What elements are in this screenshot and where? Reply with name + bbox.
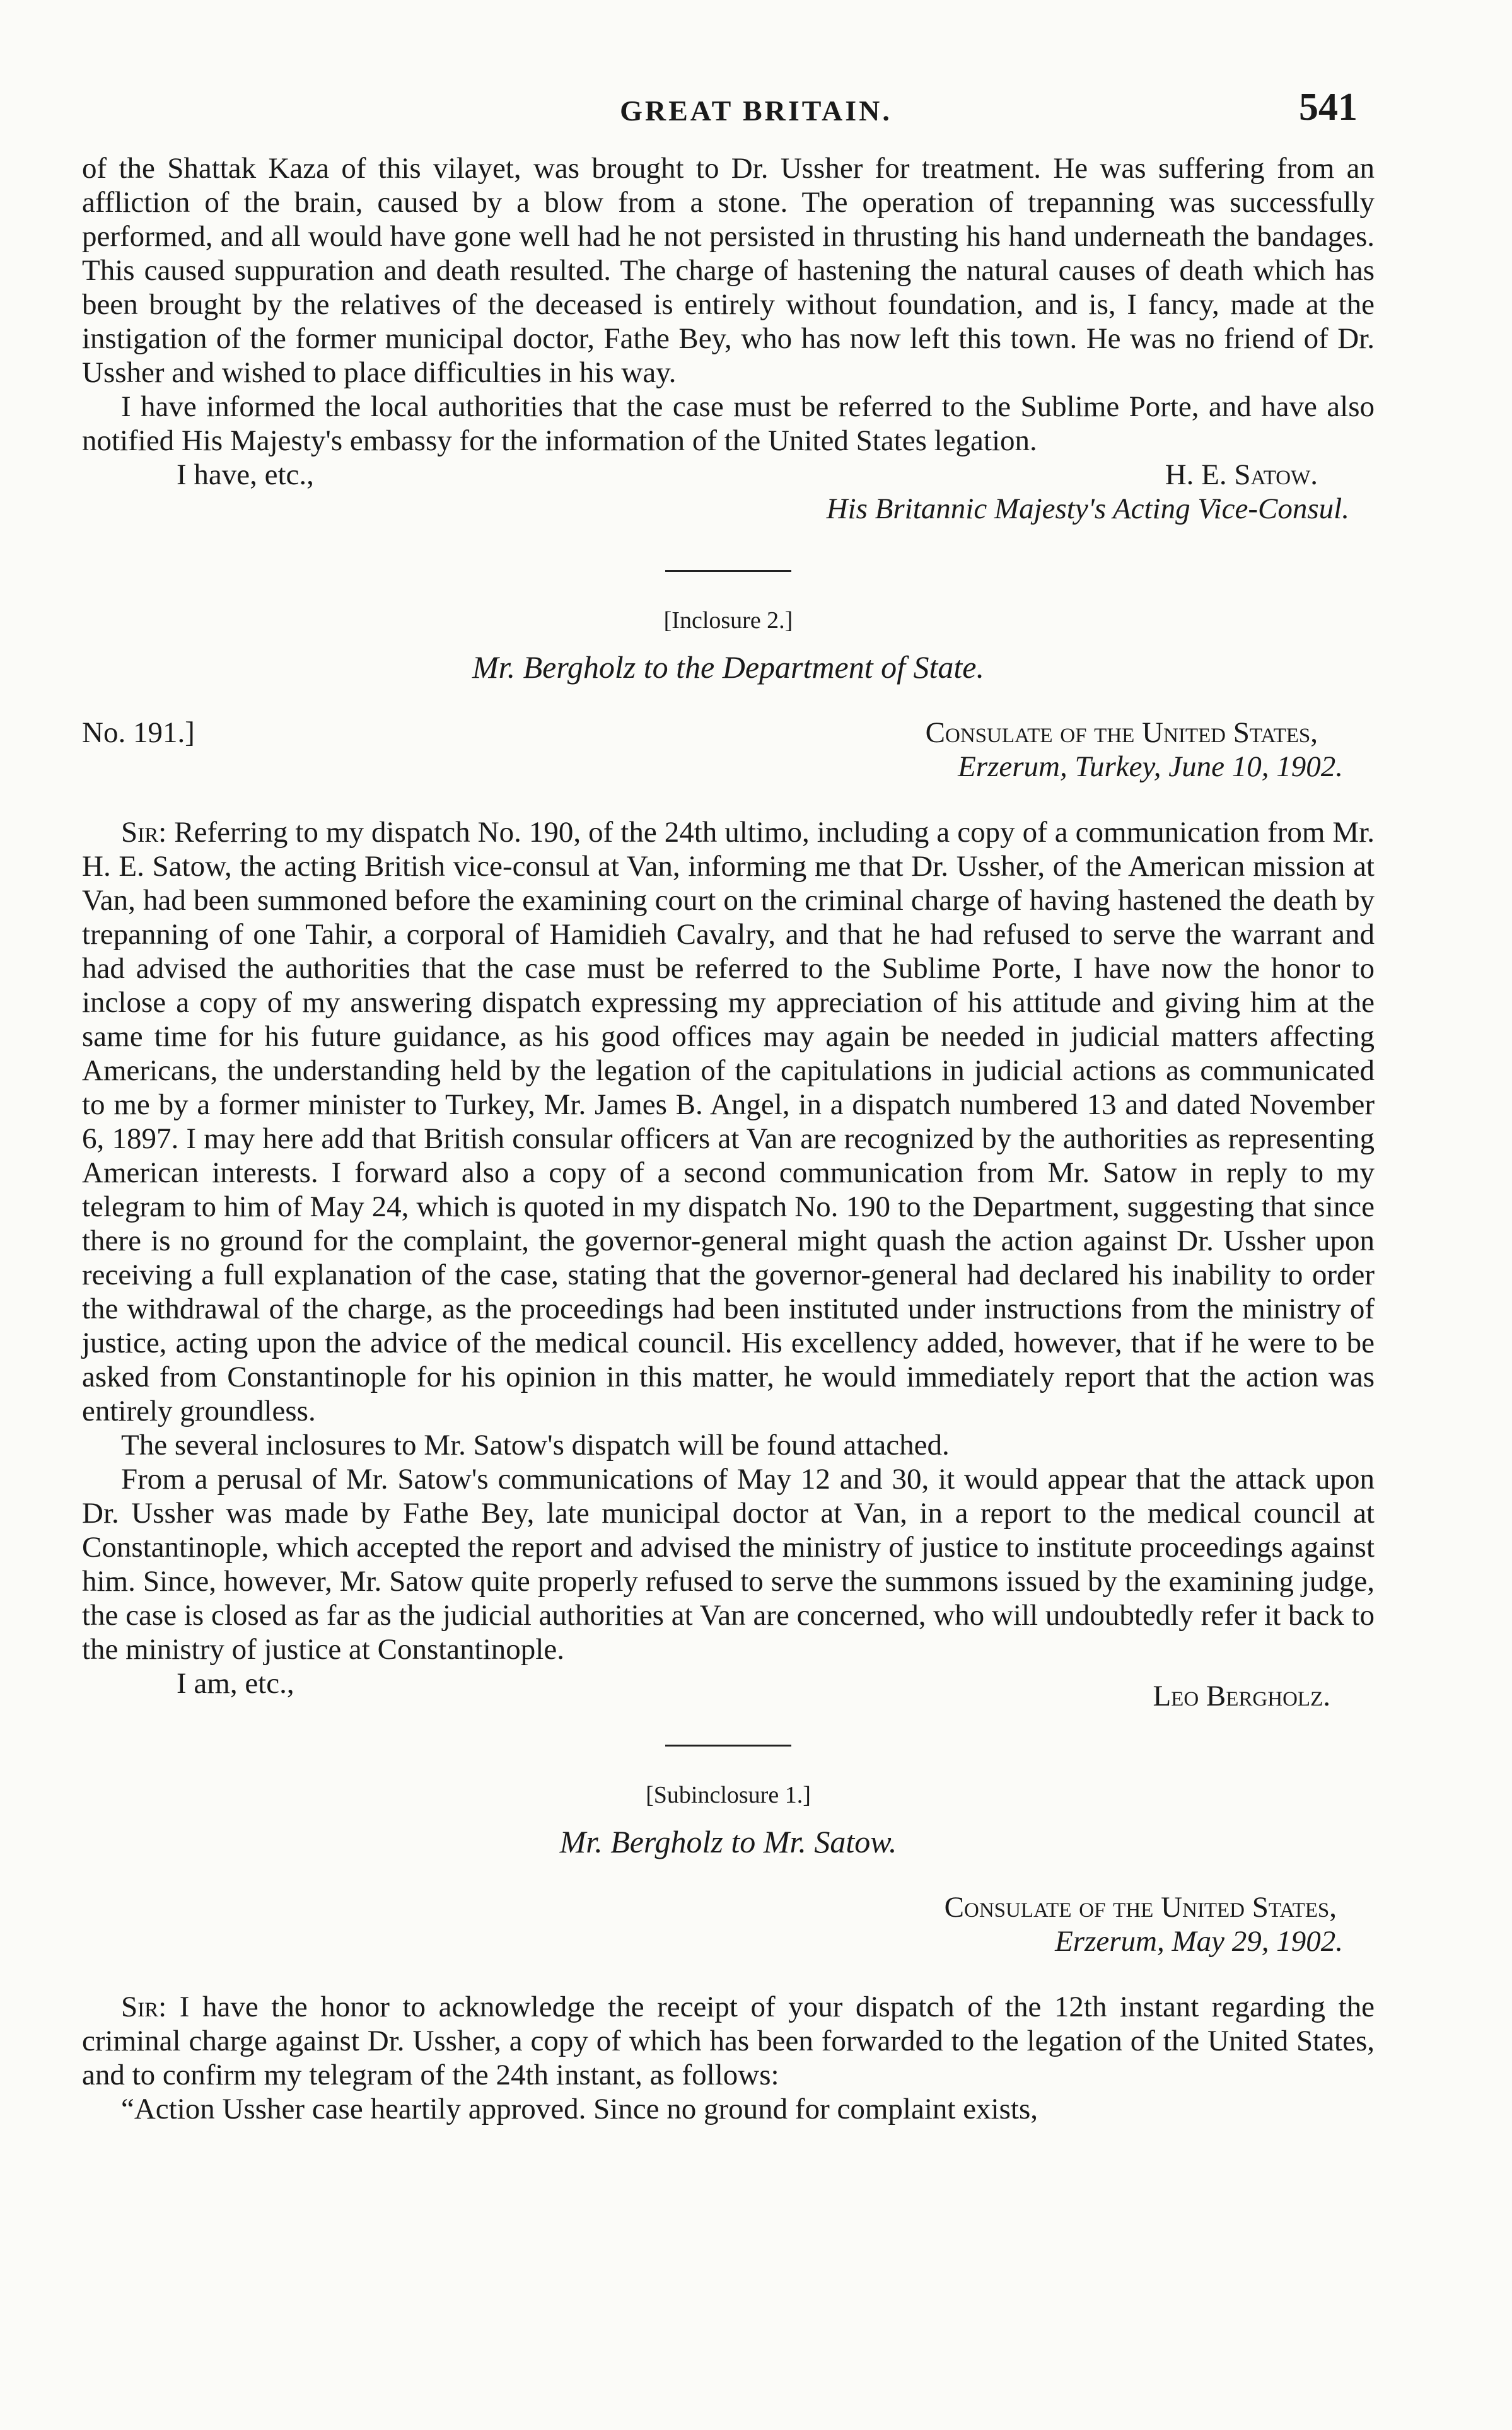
salutation: Sir: — [121, 1991, 167, 2023]
paragraph: From a perusal of Mr. Satow's communications of May 12 and 30, it would appear that the attack upon Dr. Ussher was made by Fathe Bey, late municipal doctor at Van, in a report to the medical council at Constantinople, which accepted the report and advised the ministry of justice to institute proceedings against him. Since, however, Mr. Satow quite properly refused to serve the summons issued by the examining judge, the case is closed as far as the judicial authorities at Van are concerned, who will undoubtedly refer it back to the ministry of justice at Constantinople. — [82, 1463, 1375, 1666]
complimentary-close: I am, etc., — [177, 1667, 294, 1700]
dispatch-number: No. 191.] — [82, 716, 195, 749]
date-line: Erzerum, Turkey, June 10, 1902. — [958, 750, 1343, 783]
place-line: Consulate of the United States, — [925, 716, 1318, 749]
closing-block — [82, 458, 1375, 492]
paragraph: “Action Ussher case heartily approved. Since no ground for complaint exists, — [121, 2093, 1038, 2125]
paragraph-text: Referring to my dispatch No. 190, of the 24th ultimo, including a copy of a communication from Mr. H. E. Satow, the acting British vice-consul at Van, informing me that Dr. Ussher, of the American mission at Van, had been summoned before the examining court on the criminal charge of having hastened the death by trepanning of one Tahir, a corporal of Hamidieh Cavalry, and that he had refused to serve the warrant and had advised the authorities that the case must be referred to the Sublime Porte, I have now the honor to inclose a copy of my answering dispatch expressing my appreciation of his attitude and giving him at the same time for his future guidance, as his good offices may again be needed in judicial matters affecting Americans, the understanding held by the legation of the capitulations in judicial actions as communicated to me by a former minister to Turkey, Mr. James B. Angel, in a dispatch numbered 13 and dated November 6, 1897. I may here add that British consular officers at Van are recognized by the authorities as representing American interests. I forward also a copy of a second communication from Mr. Satow in reply to my telegram to him of May 24, which is quoted in my dispatch No. 190 to the Department, suggesting that since there is no ground for the complaint, the governor-general might quash the action against Dr. Ussher upon receiving a full explanation of the case, stating that the governor-general had declared his inability to order the withdrawal of the charge, as the proceedings had been instituted under instructions from the ministry of justice, acting upon the advice of the medical council. His excellency added, however, that if he were to be asked from Constantinople for his opinion in this matter, he would immediately report that the action was entirely groundless. — [82, 816, 1375, 1427]
page-number: 541 — [1299, 86, 1358, 129]
section-divider — [665, 570, 791, 572]
page-body — [82, 151, 1375, 2126]
dispatch-header — [82, 716, 1375, 750]
date-line: Erzerum, May 29, 1902. — [1055, 1925, 1343, 1958]
subinclosure-label: [Subinclosure 1.] — [646, 1782, 811, 1808]
paragraph: The several inclosures to Mr. Satow's dispatch will be found attached. — [121, 1429, 950, 1462]
complimentary-close: I have, etc., — [177, 458, 314, 491]
paragraph — [82, 815, 1375, 1428]
letter-heading: Mr. Bergholz to Mr. Satow. — [559, 1824, 897, 1859]
running-title: GREAT BRITAIN. — [620, 95, 892, 127]
section-divider — [665, 1745, 791, 1747]
inclosure-label: [Inclosure 2.] — [663, 607, 793, 634]
running-head — [0, 85, 1512, 136]
signature: H. E. Satow. — [1165, 458, 1318, 491]
paragraph-text: I have the honor to acknowledge the receipt of your dispatch of the 12th instant regarding the criminal charge against Dr. Ussher, a copy of which has been forwarded to the legation of the United States, and to confirm my telegram of the 24th instant, as follows: — [82, 1991, 1375, 2091]
signature: Leo Bergholz. — [1153, 1680, 1330, 1712]
signatory-title: His Britannic Majesty's Acting Vice-Consul. — [826, 492, 1349, 525]
salutation: Sir: — [121, 816, 167, 849]
letter-heading: Mr. Bergholz to the Department of State. — [472, 649, 984, 685]
place-line: Consulate of the United States, — [944, 1891, 1337, 1924]
paragraph: I have informed the local authorities that the case must be referred to the Sublime Porte, and have also notified His Majesty's embassy for the information of the United States legation. — [82, 390, 1375, 457]
paragraph: of the Shattak Kaza of this vilayet, was brought to Dr. Ussher for treatment. He was suffering from an affliction of the brain, caused by a blow from a stone. The operation of trepanning was successfully performed, and all would have gone well had he not persisted in thrusting his hand underneath the bandages. This caused suppuration and death resulted. The charge of hastening the natural causes of death which has been brought by the relatives of the deceased is entirely without foundation, and is, I fancy, made at the instigation of the former municipal doctor, Fathe Bey, who has now left this town. He was no friend of Dr. Ussher and wished to place difficulties in his way. — [82, 152, 1375, 389]
closing-block — [82, 1666, 1375, 1712]
paragraph — [82, 1990, 1375, 2092]
